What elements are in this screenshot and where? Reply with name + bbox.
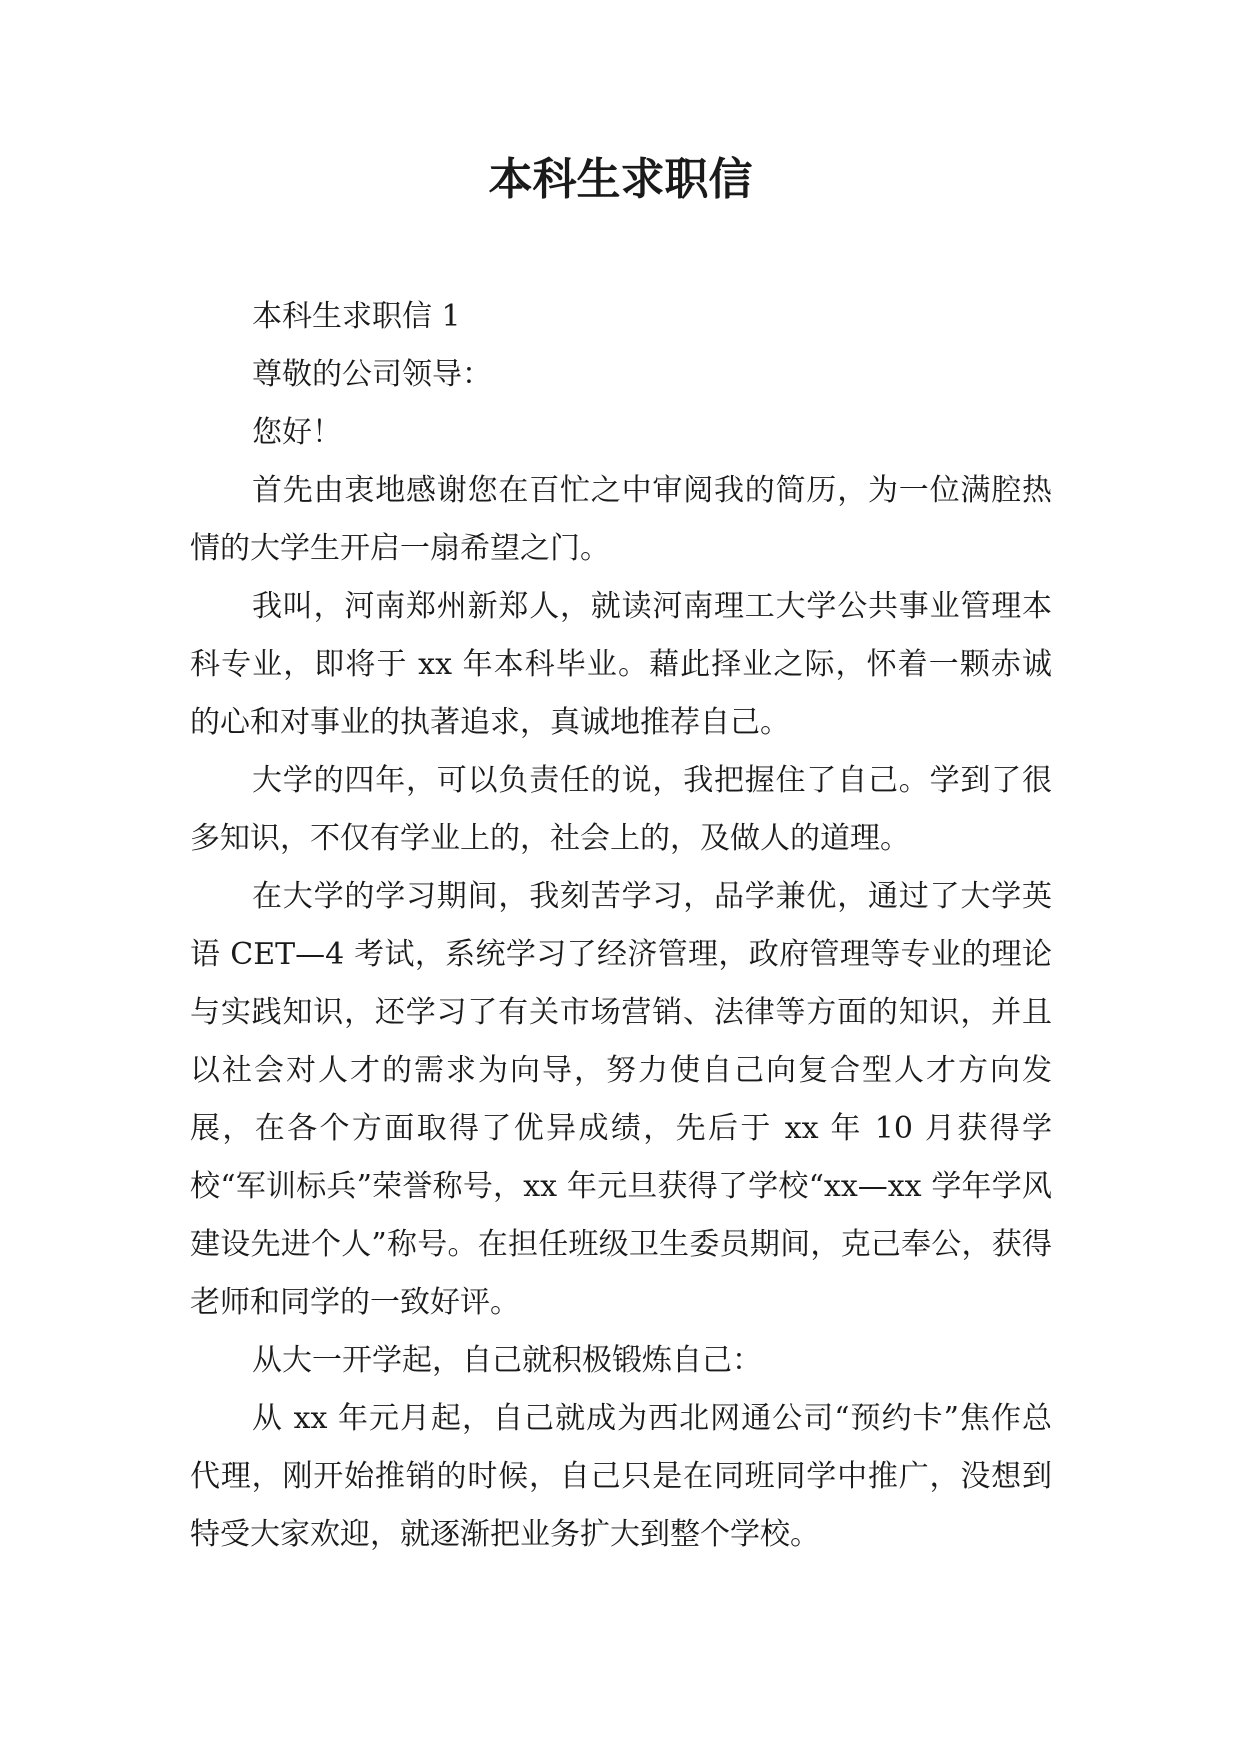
paragraph: 从 xx 年元月起，自己就成为西北网通公司“预约卡”焦作总代理，刚开始推销的时候，自己只是在同班同学中推广，没想到特受大家欢迎，就逐渐把业务扩大到整个学校。 xyxy=(190,1401,1052,1552)
document-title: 本科生求职信 xyxy=(488,154,753,205)
paragraph: 在大学的学习期间，我刻苦学习，品学兼优，通过了大学英语 CET—4 考试，系统学习了经济管理，政府管理等专业的理论与实践知识，还学习了有关市场营销、法律等方面的知识，并且以社会对人才的需求为向导，努力使自己向复合型人才方向发展，在各个方面取得了优异成绩，先后于 xx 年 10 月获得学校“军训标兵”荣誉称号，xx 年元旦获得了学校“xx—xx 学年学风建设先进个人”称号。在担任班级卫生委员期间，克己奉公，获得老师和同学的一致好评。 xyxy=(190,879,1052,1320)
paragraph: 本科生求职信 1 xyxy=(252,299,461,334)
paragraph: 大学的四年，可以负责任的说，我把握住了自己。学到了很多知识，不仅有学业上的，社会上的，及做人的道理。 xyxy=(190,763,1052,856)
paragraph: 从大一开学起，自己就积极锻炼自己： xyxy=(252,1343,762,1378)
paragraph: 尊敬的公司领导： xyxy=(252,357,492,392)
paragraph: 首先由衷地感谢您在百忙之中审阅我的简历，为一位满腔热情的大学生开启一扇希望之门。 xyxy=(190,473,1052,566)
paragraph: 您好！ xyxy=(252,415,342,450)
paragraph: 我叫，河南郑州新郑人，就读河南理工大学公共事业管理本科专业，即将于 xx 年本科毕业。藉此择业之际，怀着一颗赤诚的心和对事业的执著追求，真诚地推荐自己。 xyxy=(190,589,1052,740)
document-body xyxy=(190,288,1052,1564)
